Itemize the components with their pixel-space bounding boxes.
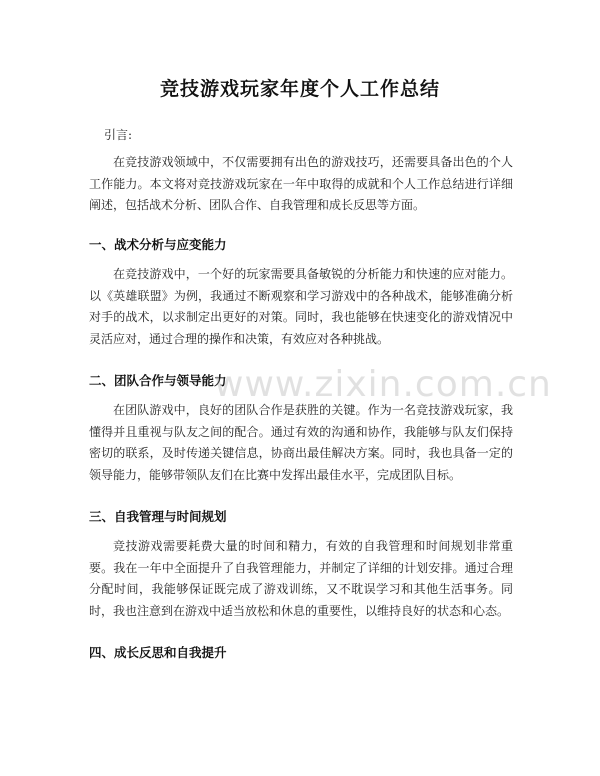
section-heading-1: 一、战术分析与应变能力	[89, 237, 227, 252]
section-body-1: 在竞技游戏中，一个好的玩家需要具备敏锐的分析能力和快速的应对能力。以《英雄联盟》为例，我通过不断观察和学习游戏中的各种战术，能够准确分析对手的战术，以求制定出更好的对策。同时，我也能够在快速变化的游戏情况中灵活应对，通过合理的操作和决策，有效应对各种挑战。	[89, 267, 513, 346]
section-heading-4: 四、成长反思和自我提升	[89, 645, 227, 660]
document-title: 竞技游戏玩家年度个人工作总结	[159, 78, 440, 100]
section-heading-2: 二、团队合作与领导能力	[89, 373, 227, 388]
section-body-3: 竞技游戏需要耗费大量的时间和精力，有效的自我管理和时间规划非常重要。我在一年中全面提升了自我管理能力，并制定了详细的计划安排。通过合理分配时间，我能够保证既完成了游戏训练，又不耽误学习和其他生活事务。同时，我也注意到在游戏中适当放松和休息的重要性，以维持良好的状态和心态。	[89, 539, 513, 618]
intro-paragraph: 在竞技游戏领域中，不仅需要拥有出色的游戏技巧，还需要具备出色的个人工作能力。本文将对竞技游戏玩家在一年中取得的成就和个人工作总结进行详细阐述，包括战术分析、团队合作、自我管理和成长反思等方面。	[89, 155, 513, 212]
section-heading-3: 三、自我管理与时间规划	[89, 509, 227, 524]
watermark: www.zixin.com.cn	[214, 364, 552, 405]
section-body-2: 在团队游戏中，良好的团队合作是获胜的关键。作为一名竞技游戏玩家，我懂得并且重视与队友之间的配合。通过有效的沟通和协作，我能够与队友们保持密切的联系，及时传递关键信息，协商出最佳解决方案。同时，我也具备一定的领导能力，能够带领队友们在比赛中发挥出最佳水平，完成团队目标。	[89, 403, 513, 482]
intro-label: 引言:	[104, 128, 133, 142]
